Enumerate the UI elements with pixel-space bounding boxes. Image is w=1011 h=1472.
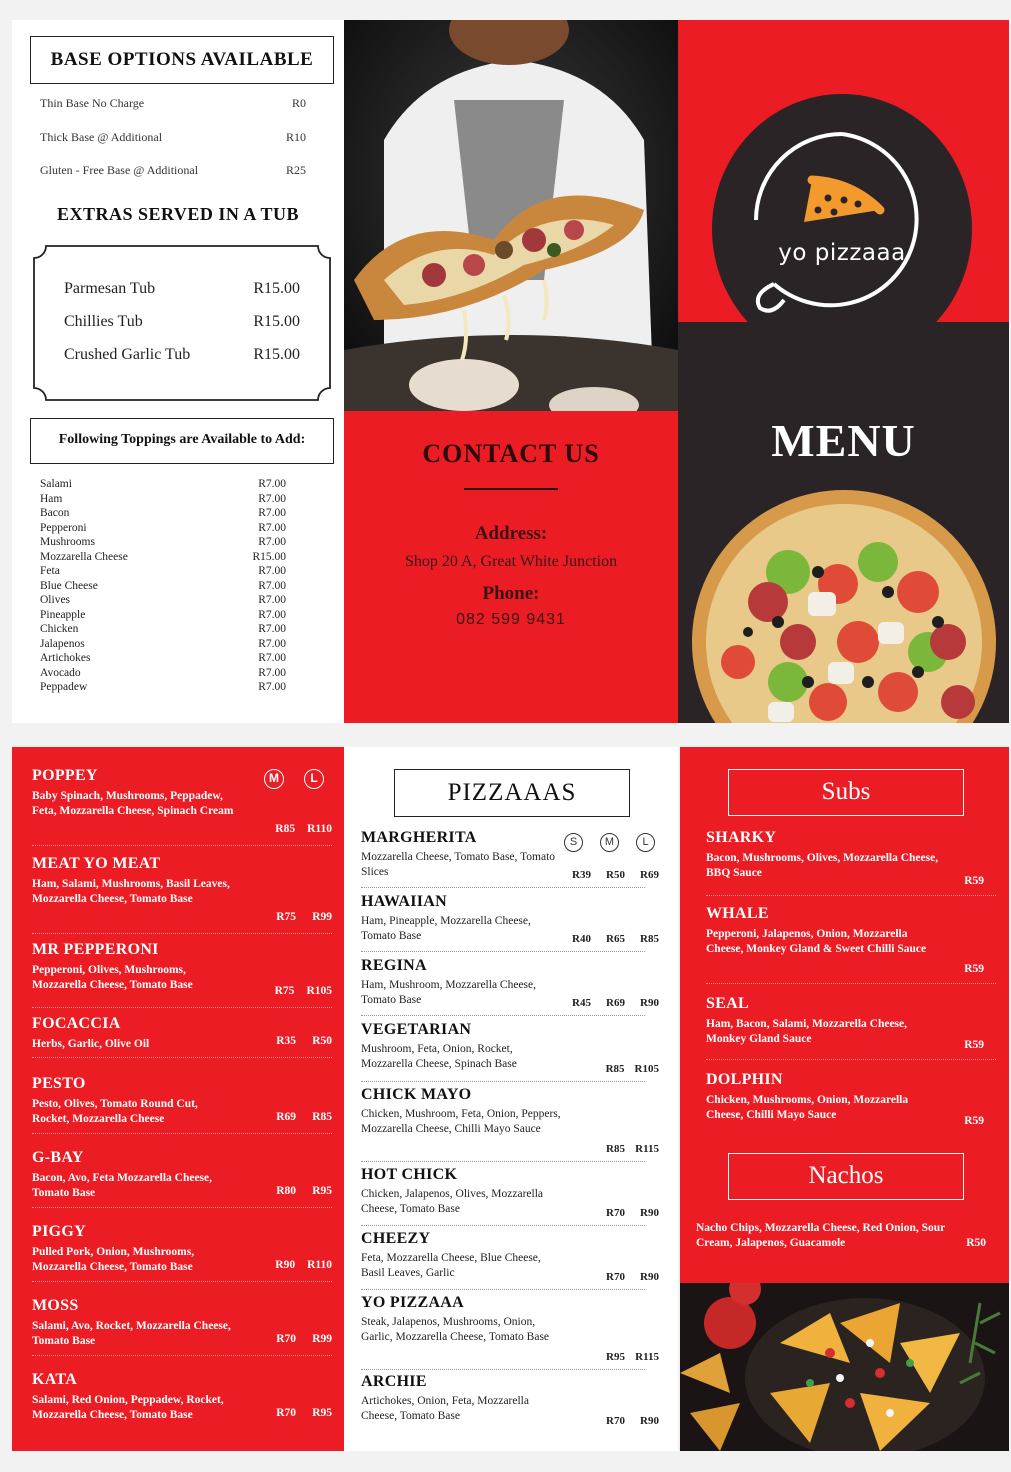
menu-item <box>706 905 984 975</box>
base-option-price: R25 <box>285 163 306 177</box>
topping-price: R7.00 <box>258 507 286 519</box>
topping-price: R7.00 <box>258 652 286 664</box>
price-large: R110 <box>307 1259 332 1271</box>
item-divider <box>32 845 332 846</box>
topping-price: R7.00 <box>258 623 286 635</box>
topping-name: Feta <box>40 565 60 577</box>
nachos-price: R50 <box>966 1236 986 1249</box>
topping-row <box>40 637 286 651</box>
base-option-row <box>40 96 306 111</box>
menu-item-price: R45 <box>572 997 591 1009</box>
price-large: R95 <box>312 1407 332 1419</box>
topping-price: R7.00 <box>258 521 286 534</box>
nachos-photo <box>680 1283 1009 1451</box>
menu-item-price: R59 <box>964 875 984 887</box>
menu-item-price: R69 <box>640 869 659 881</box>
menu-item-name: MARGHERITA <box>361 829 477 846</box>
topping-name: Artichokes <box>40 652 91 664</box>
item-divider <box>706 983 996 984</box>
menu-item-prices <box>272 1185 332 1197</box>
menu-item-name: REGINA <box>361 957 427 974</box>
menu-item-description: Salami, Red Onion, Peppadew, Rocket, Mozzarella Cheese, Tomato Base <box>32 1394 224 1421</box>
menu-item-price: R90 <box>640 1415 659 1427</box>
price-medium: R35 <box>276 1035 296 1047</box>
menu-item <box>706 995 984 1051</box>
base-option-name: Thick Base @ Additional <box>40 130 163 144</box>
item-divider <box>361 1225 645 1226</box>
menu-item-price: R105 <box>634 1063 659 1075</box>
menu-item-description: Ham, Mushroom, Mozzarella Cheese, Tomato Base <box>361 979 537 1006</box>
topping-row <box>40 651 286 665</box>
extra-row <box>64 313 300 331</box>
menu-item-description: Bacon, Avo, Feta Mozzarella Cheese, Tomato Base <box>32 1172 213 1199</box>
topping-row <box>40 564 286 578</box>
topping-price: R7.00 <box>258 478 286 490</box>
menu-item-price: R90 <box>640 997 659 1009</box>
menu-item-price: R115 <box>635 1143 659 1155</box>
topping-name: Ham <box>40 492 63 505</box>
topping-row <box>40 506 286 520</box>
price-large: R110 <box>307 823 332 835</box>
topping-name: Pepperoni <box>40 521 87 534</box>
topping-row <box>40 550 286 564</box>
topping-row <box>40 477 286 491</box>
menu-item-prices <box>567 997 659 1009</box>
menu-item-price: R39 <box>572 869 591 881</box>
topping-price: R7.00 <box>258 608 286 621</box>
extra-price: R15.00 <box>253 313 300 330</box>
menu-item-name: MOSS <box>32 1297 79 1314</box>
menu-item <box>361 1294 659 1363</box>
menu-item-name: DOLPHIN <box>706 1071 783 1088</box>
pizza-slice-icon <box>804 180 880 222</box>
menu-item-prices <box>272 1111 332 1123</box>
cover-bottom <box>678 322 1009 723</box>
item-divider <box>706 895 996 896</box>
address-label: Address: <box>474 523 548 544</box>
subs-panel <box>680 747 1009 1283</box>
menu-item-prices <box>271 823 332 835</box>
price-large: R105 <box>306 985 332 997</box>
topping-price: R7.00 <box>258 681 286 693</box>
menu-item-description: Mozzarella Cheese, Tomato Base, Tomato Slices <box>361 851 556 878</box>
topping-name: Olives <box>40 594 71 606</box>
topping-name: Pineapple <box>40 608 86 621</box>
size-label-large: L <box>304 769 324 789</box>
menu-item-name: POPPEY <box>32 767 98 784</box>
base-options-heading: BASE OPTIONS AVAILABLE <box>30 36 334 84</box>
menu-item-description: Mushroom, Feta, Onion, Rocket, Mozzarella Cheese, Spinach Base <box>361 1043 517 1070</box>
extra-name: Parmesan Tub <box>64 280 156 297</box>
size-label-medium: M <box>264 769 284 789</box>
menu-item-price: R69 <box>606 997 625 1009</box>
menu-item-description: Steak, Jalapenos, Mushrooms, Onion, Garlic, Mozzarella Cheese, Tomato Base <box>361 1316 550 1343</box>
menu-item-price: R70 <box>606 1207 625 1219</box>
menu-item-name: MR PEPPERONI <box>32 941 159 958</box>
item-divider <box>32 1281 332 1282</box>
topping-price: R7.00 <box>258 492 286 505</box>
price-medium: R75 <box>274 985 295 997</box>
menu-item <box>32 767 332 835</box>
topping-name: Salami <box>40 478 72 490</box>
base-option-price: R0 <box>291 96 306 110</box>
menu-item-description: Ham, Pineapple, Mozzarella Cheese, Tomato Base <box>361 915 531 942</box>
menu-item-name: PIGGY <box>32 1223 86 1240</box>
base-option-row <box>40 130 306 145</box>
menu-item-description: Artichokes, Onion, Feta, Mozzarella Cheese, Tomato Base <box>361 1395 529 1422</box>
base-option-name: Gluten - Free Base @ Additional <box>40 163 199 177</box>
price-large: R85 <box>312 1111 332 1123</box>
price-medium: R70 <box>276 1333 296 1345</box>
contact-heading: CONTACT US <box>422 439 600 468</box>
base-option-row <box>40 163 306 178</box>
menu-item-name: PESTO <box>32 1075 86 1092</box>
menu-item <box>361 1166 659 1219</box>
extra-row <box>64 280 300 298</box>
toppings-heading: Following Toppings are Available to Add: <box>30 418 334 464</box>
menu-item <box>361 1373 659 1427</box>
item-divider <box>706 1059 996 1060</box>
nachos-item <box>696 1221 986 1250</box>
pizzaaas-panel <box>344 747 678 1451</box>
menu-item <box>32 1223 332 1271</box>
topping-row <box>40 579 286 593</box>
menu-item <box>361 1021 659 1075</box>
menu-item-price: R50 <box>606 869 625 881</box>
menu-item <box>32 1015 332 1050</box>
phone-label: Phone: <box>482 583 540 604</box>
nachos-description: Nacho Chips, Mozzarella Cheese, Red Onion, Sour Cream, Jalapenos, Guacamole <box>696 1222 946 1249</box>
menu-item-prices <box>272 1333 332 1345</box>
price-medium: R85 <box>275 823 296 835</box>
menu-item <box>32 941 332 997</box>
size-label-large: L <box>636 833 655 852</box>
extras-heading: EXTRAS SERVED IN A TUB <box>56 204 300 224</box>
menu-item-price: R85 <box>640 933 659 945</box>
menu-item <box>32 1149 332 1197</box>
menu-item-description: Chicken, Jalapenos, Olives, Mozzarella Cheese, Tomato Base <box>361 1188 544 1215</box>
menu-item-prices <box>270 985 332 997</box>
menu-item-description: Chicken, Mushroom, Feta, Onion, Peppers, Mozzarella Cheese, Chilli Mayo Sauce <box>361 1108 561 1135</box>
pizzaaas-heading: PIZZAAAS <box>394 769 630 817</box>
menu-item-description: Herbs, Garlic, Olive Oil <box>32 1038 150 1050</box>
menu-item <box>361 1230 659 1283</box>
menu-item-name: FOCACCIA <box>32 1015 121 1032</box>
menu-item-price: R115 <box>635 1351 659 1363</box>
menu-item <box>32 1371 332 1419</box>
topping-name: Mushrooms <box>40 536 95 548</box>
menu-item-name: SHARKY <box>706 829 777 846</box>
menu-item-price: R40 <box>572 933 591 945</box>
menu-item-name: HOT CHICK <box>361 1166 458 1183</box>
menu-item-price: R59 <box>964 963 984 975</box>
contact-panel <box>344 411 678 723</box>
logo-badge <box>712 94 972 364</box>
item-divider <box>32 1007 332 1008</box>
menu-item <box>361 1086 659 1155</box>
item-divider <box>361 1081 645 1082</box>
item-divider <box>361 1015 645 1016</box>
item-divider <box>32 933 332 934</box>
menu-item-name: VEGETARIAN <box>361 1021 472 1038</box>
menu-item-name: MEAT YO MEAT <box>32 855 161 872</box>
menu-item-name: KATA <box>32 1371 78 1388</box>
menu-item-price: R85 <box>606 1143 625 1155</box>
item-divider <box>32 1207 332 1208</box>
menu-item-description: Ham, Salami, Mushrooms, Basil Leaves, Mozzarella Cheese, Tomato Base <box>32 878 230 905</box>
item-divider <box>361 1161 645 1162</box>
menu-item-description: Feta, Mozzarella Cheese, Blue Cheese, Basil Leaves, Garlic <box>361 1252 541 1279</box>
menu-item <box>361 893 659 945</box>
menu-item-price: R59 <box>964 1039 984 1051</box>
price-medium: R70 <box>276 1407 296 1419</box>
topping-row <box>40 608 286 622</box>
topping-price: R7.00 <box>258 579 286 592</box>
menu-item <box>32 1075 332 1123</box>
phone-value: 082 599 9431 <box>456 611 566 628</box>
menu-item-description: Pesto, Olives, Tomato Round Cut, Rocket, Mozzarella Cheese <box>32 1098 198 1125</box>
menu-item-price: R65 <box>606 933 625 945</box>
menu-item-price: R70 <box>606 1415 625 1427</box>
menu-item <box>706 829 984 887</box>
item-divider <box>32 1133 332 1134</box>
menu-item-name: CHICK MAYO <box>361 1086 472 1103</box>
menu-item-price: R59 <box>964 1115 984 1127</box>
menu-item-prices <box>567 869 659 881</box>
topping-name: Avocado <box>40 666 81 679</box>
menu-item-name: WHALE <box>706 905 769 922</box>
extra-row <box>64 346 300 364</box>
extra-price: R15.00 <box>253 346 300 363</box>
menu-item <box>706 1071 984 1127</box>
menu-item <box>361 957 659 1009</box>
menu-item-price: R85 <box>605 1063 625 1075</box>
menu-item <box>32 1297 332 1345</box>
topping-row <box>40 622 286 636</box>
price-medium: R75 <box>276 911 296 923</box>
item-divider <box>361 1289 645 1290</box>
menu-item-prices <box>272 1035 332 1047</box>
nachos-heading: Nachos <box>728 1153 964 1200</box>
menu-title: MENU <box>771 415 916 466</box>
topping-row <box>40 593 286 607</box>
menu-item-price: R90 <box>640 1271 659 1283</box>
price-large: R99 <box>312 1333 332 1345</box>
logo-wordmark: yo pizzaaa <box>778 240 906 266</box>
topping-name: Peppadew <box>40 681 88 693</box>
menu-item-price: R95 <box>606 1351 625 1363</box>
base-option-name: Thin Base No Charge <box>40 96 145 110</box>
item-divider <box>361 951 645 952</box>
menu-item-description: Pepperoni, Jalapenos, Onion, Mozzarella Cheese, Monkey Gland & Sweet Chilli Sauce <box>706 928 927 955</box>
size-label-medium: M <box>600 833 619 852</box>
menu-item-prices <box>601 1063 659 1075</box>
topping-name: Mozzarella Cheese <box>40 550 128 563</box>
options-panel <box>12 20 344 723</box>
base-option-price: R10 <box>285 130 306 144</box>
menu-item <box>32 855 332 923</box>
price-medium: R90 <box>275 1259 296 1271</box>
menu-item-name: ARCHIE <box>361 1373 427 1390</box>
topping-price: R15.00 <box>252 550 286 563</box>
topping-price: R7.00 <box>258 637 286 650</box>
menu-item <box>361 829 659 881</box>
menu-item-prices <box>567 933 659 945</box>
contact-divider <box>464 488 558 490</box>
menu-item-description: Chicken, Mushrooms, Onion, Mozzarella Cheese, Chilli Mayo Sauce <box>706 1094 909 1121</box>
subs-heading: Subs <box>728 769 964 816</box>
topping-row <box>40 666 286 680</box>
price-medium: R69 <box>276 1111 296 1123</box>
menu-item-prices <box>272 1407 332 1419</box>
menu-item-price: R90 <box>640 1207 659 1219</box>
cover-pizza-photo <box>678 322 1009 723</box>
menu-item-prices <box>271 1259 332 1271</box>
topping-row <box>40 521 286 535</box>
menu-item-description: Ham, Bacon, Salami, Mozzarella Cheese, Monkey Gland Sauce <box>706 1018 908 1045</box>
menu-item-name: YO PIZZAAA <box>361 1294 465 1311</box>
topping-name: Jalapenos <box>40 637 85 650</box>
specials-panel <box>12 747 344 1451</box>
menu-item-prices <box>601 1351 659 1363</box>
price-large: R50 <box>312 1035 332 1047</box>
topping-name: Bacon <box>40 507 70 519</box>
menu-item-description: Bacon, Mushrooms, Olives, Mozzarella Cheese, BBQ Sauce <box>706 852 939 879</box>
menu-item-description: Baby Spinach, Mushrooms, Peppadew, Feta, Mozzarella Cheese, Spinach Cream <box>32 790 234 817</box>
item-divider <box>32 1057 332 1058</box>
topping-price: R7.00 <box>258 666 286 679</box>
menu-item-name: CHEEZY <box>361 1230 431 1247</box>
item-divider <box>361 887 645 888</box>
topping-price: R7.00 <box>258 594 286 606</box>
topping-row <box>40 492 286 506</box>
address-value: Shop 20 A, Great White Junction <box>404 553 618 570</box>
size-label-small: S <box>564 833 583 852</box>
topping-name: Chicken <box>40 623 79 635</box>
topping-price: R7.00 <box>258 565 286 577</box>
menu-item-name: HAWAIIAN <box>361 893 447 910</box>
menu-item-prices <box>272 911 332 923</box>
menu-item-name: SEAL <box>706 995 749 1012</box>
menu-item-name: G-BAY <box>32 1149 84 1166</box>
chef-pizza-photo <box>344 20 678 411</box>
extra-name: Chillies Tub <box>64 313 143 330</box>
price-medium: R80 <box>276 1185 296 1197</box>
price-large: R99 <box>312 911 332 923</box>
extra-name: Crushed Garlic Tub <box>64 346 191 363</box>
menu-item-description: Pulled Pork, Onion, Mushrooms, Mozzarella Cheese, Tomato Base <box>32 1246 195 1273</box>
topping-name: Blue Cheese <box>40 579 98 592</box>
item-divider <box>361 1369 645 1370</box>
menu-item-prices <box>601 1415 659 1427</box>
topping-price: R7.00 <box>258 536 286 548</box>
item-divider <box>32 1355 332 1356</box>
extra-price: R15.00 <box>253 280 300 297</box>
menu-item-prices <box>601 1143 659 1155</box>
menu-item-description: Salami, Avo, Rocket, Mozzarella Cheese, Tomato Base <box>32 1320 231 1347</box>
menu-item-prices <box>601 1207 659 1219</box>
menu-item-prices <box>601 1271 659 1283</box>
topping-row <box>40 680 286 694</box>
topping-row <box>40 535 286 549</box>
menu-item-price: R70 <box>606 1271 625 1283</box>
menu-item-description: Pepperoni, Olives, Mushrooms, Mozzarella Cheese, Tomato Base <box>32 964 193 991</box>
price-large: R95 <box>312 1185 332 1197</box>
